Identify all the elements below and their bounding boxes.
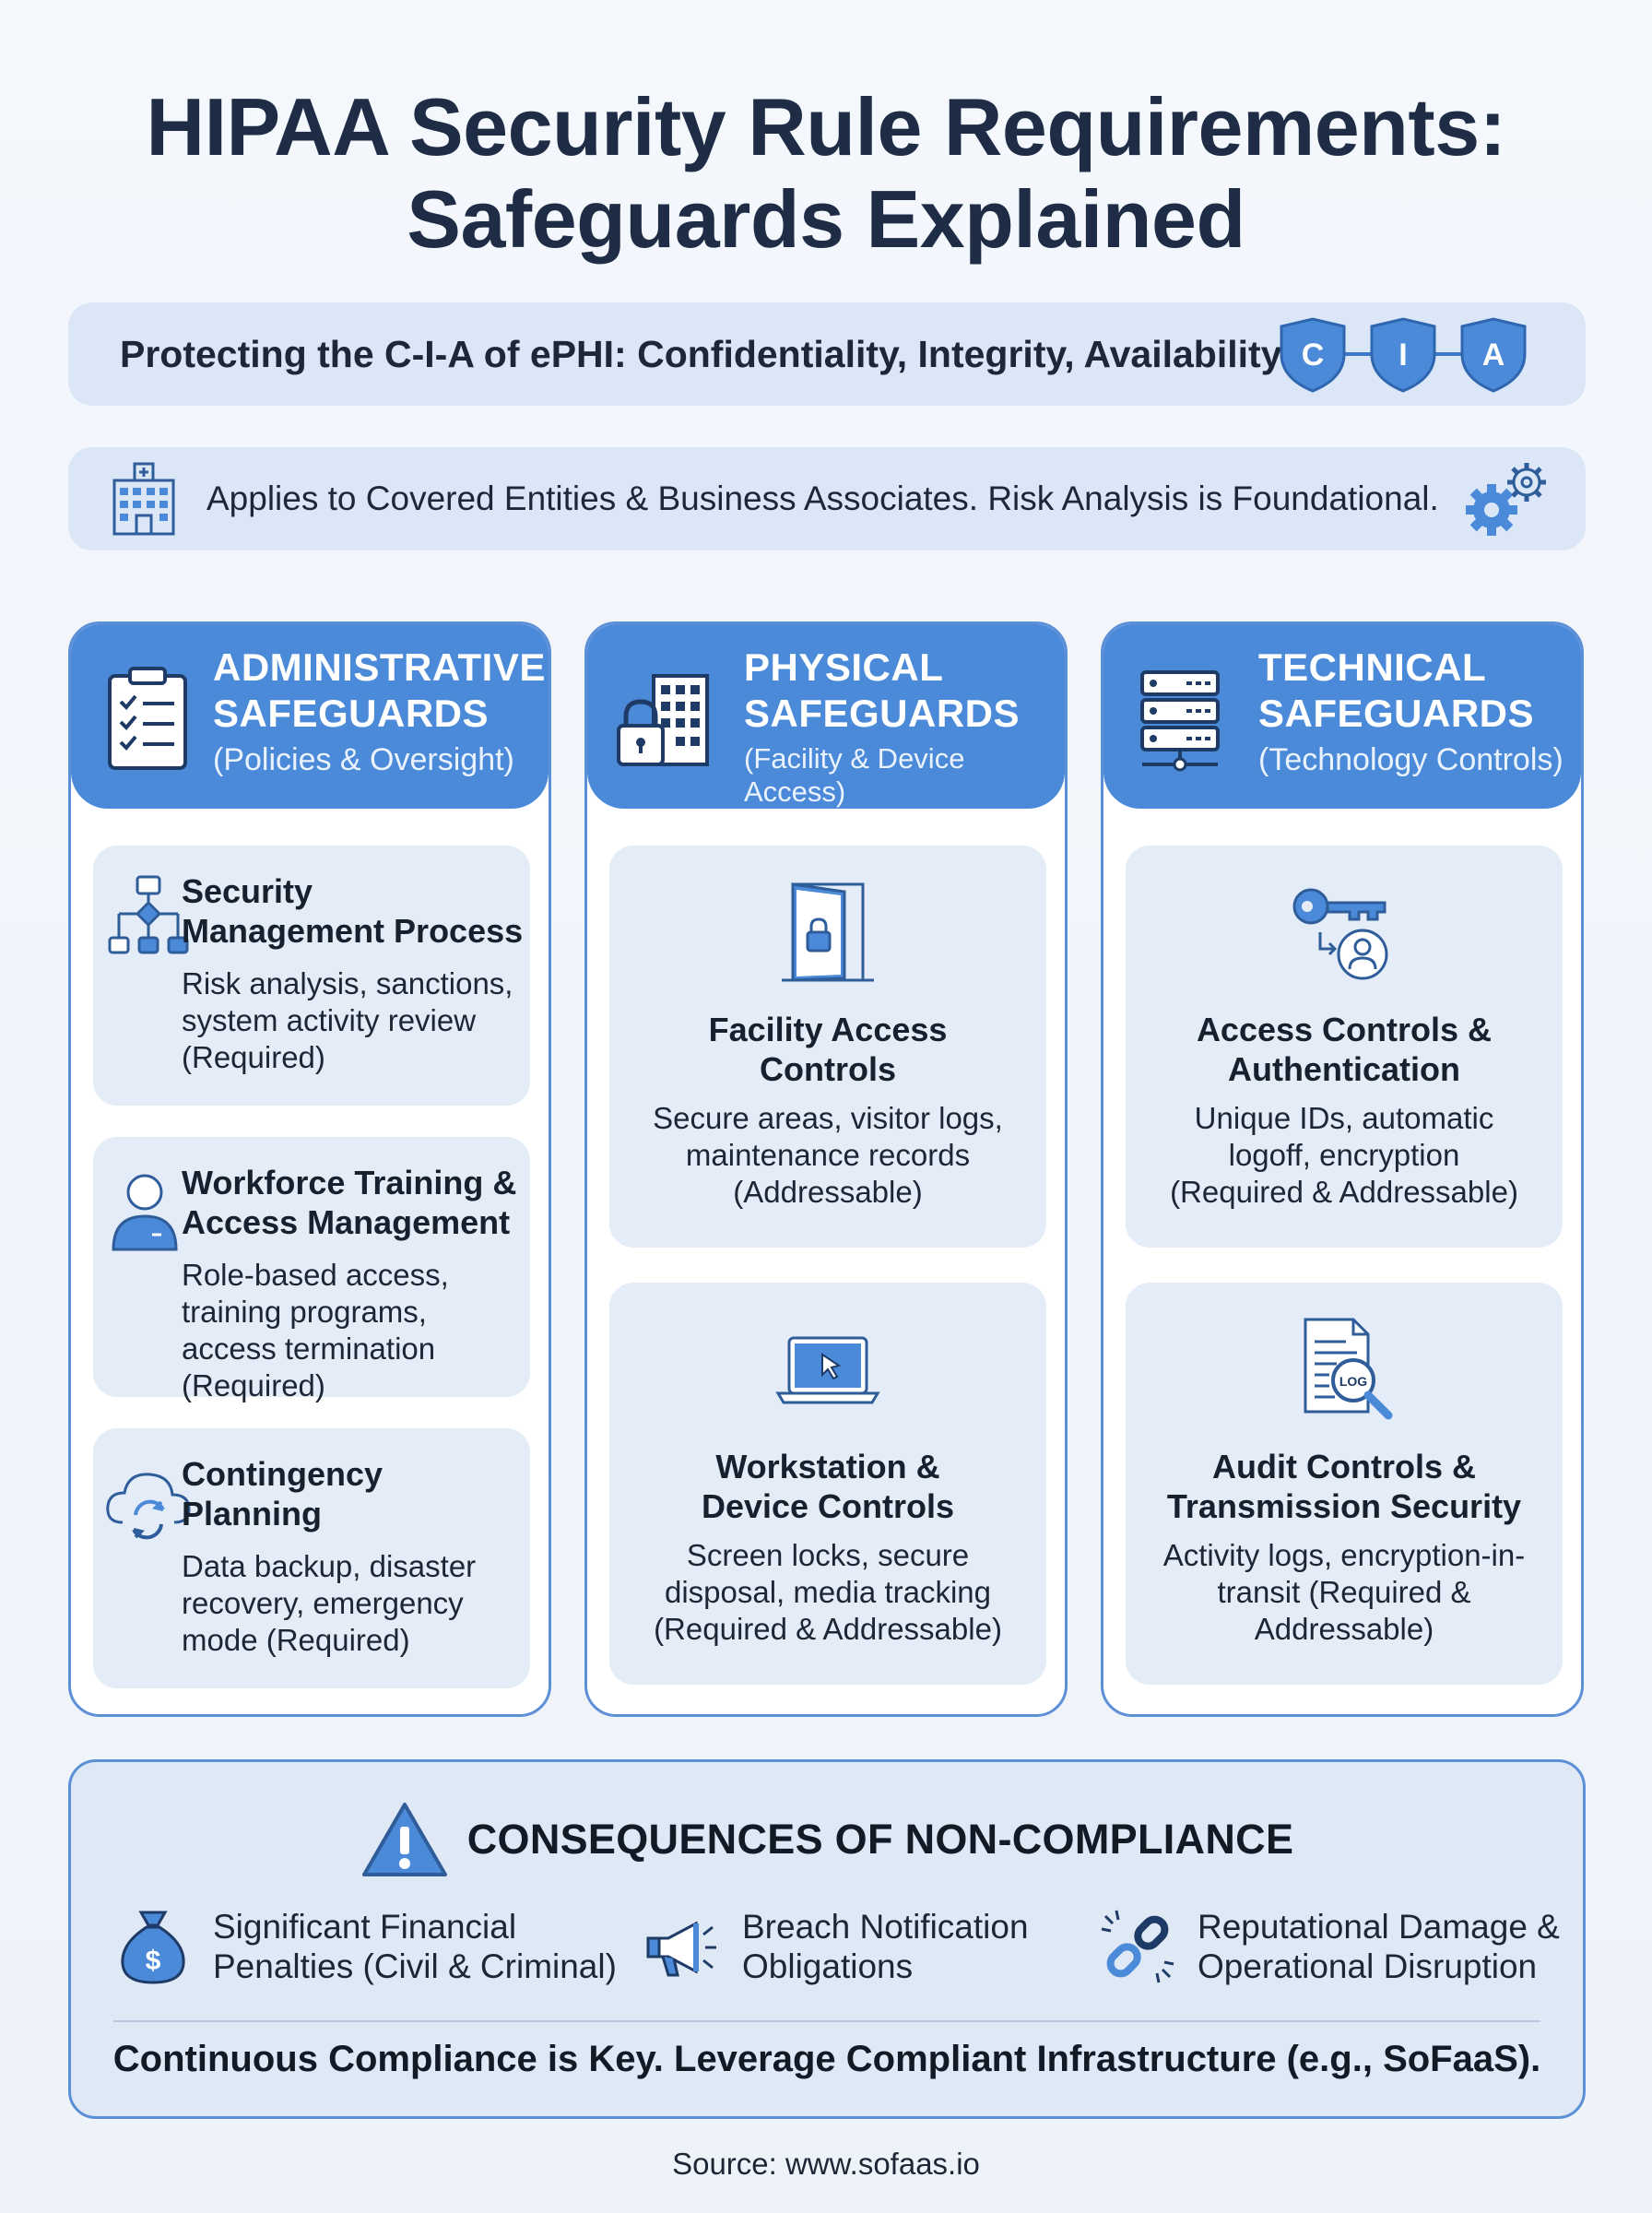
shield-c [1281, 319, 1344, 391]
title-line-2: Safeguards Explained [407, 173, 1245, 265]
audit-controls-title: Audit Controls & Transmission Security [1166, 1448, 1522, 1525]
breach-notification-line-1: Breach Notification [742, 1908, 1029, 1946]
physical-column [584, 621, 1068, 1717]
shield-i [1372, 319, 1434, 391]
facility-access-title: Facility Access Controls [708, 1011, 948, 1088]
cloud-sync-icon [102, 1456, 195, 1548]
locked-door-icon [773, 879, 883, 986]
breach-notification-item [643, 1900, 1029, 1993]
reputational-damage-line-2: Operational Disruption [1198, 1947, 1538, 1985]
administrative-title [213, 645, 546, 737]
contingency-planning-card [93, 1428, 530, 1688]
svg-text:LOG: LOG [1339, 1374, 1368, 1389]
scope-banner-text: Applies to Covered Entities & Business Associates. Risk Analysis is Foundational. [206, 479, 1439, 517]
shield-a-label: A [1481, 337, 1505, 373]
access-controls-title: Access Controls & Authentication [1196, 1011, 1493, 1088]
workforce-training-desc: Role-based access, training programs, access termination (Required) [182, 1258, 449, 1402]
administrative-title-line-2: SAFEGUARDS [213, 692, 490, 735]
financial-penalties-text [213, 1907, 617, 1986]
reputational-damage-item [1098, 1900, 1560, 1993]
access-controls-desc: Unique IDs, automatic logoff, encryption (Required & Addressable) [1170, 1101, 1518, 1209]
consequences-title: CONSEQUENCES OF NON-COMPLIANCE [466, 1816, 1294, 1863]
money-bag-icon [113, 1907, 193, 1986]
administrative-column [68, 621, 551, 1717]
consequences-panel [68, 1759, 1586, 2119]
administrative-title-line-1: ADMINISTRATIVE [213, 645, 546, 689]
technical-title-line-1: TECHNICAL [1258, 645, 1487, 689]
contingency-planning-desc: Data backup, disaster recovery, emergency mode (Required) [182, 1549, 477, 1657]
consequences-divider [113, 2020, 1540, 2022]
physical-title-line-2: SAFEGUARDS [744, 692, 1021, 735]
access-controls-card [1126, 846, 1563, 1248]
physical-subtitle: (Facility & Device Access) [744, 742, 965, 808]
hospital-icon [107, 462, 181, 536]
svg-text:$: $ [145, 1946, 161, 1976]
workstation-device-title: Workstation & Device Controls [701, 1448, 955, 1525]
clipboard-checklist-icon [97, 663, 198, 774]
shield-c-label: C [1301, 337, 1325, 373]
technical-title [1258, 645, 1534, 737]
gears-icon [1460, 460, 1549, 539]
contingency-planning-title: Contingency Planning [182, 1455, 384, 1533]
megaphone-icon [643, 1907, 722, 1986]
shield-icon [1272, 317, 1534, 393]
facility-access-desc: Secure areas, visitor logs, maintenance records (Addressable) [653, 1101, 1003, 1209]
facility-access-card [609, 846, 1046, 1248]
workforce-training-title: Workforce Training & Access Management [182, 1164, 517, 1241]
administrative-subtitle: (Policies & Oversight) [213, 742, 514, 777]
source-credit: Source: www.sofaas.io [672, 2147, 980, 2181]
consequences-header [71, 1801, 1583, 1878]
audit-controls-card [1126, 1283, 1563, 1685]
reputational-damage-line-1: Reputational Damage & [1198, 1908, 1560, 1946]
workforce-training-card [93, 1137, 530, 1402]
cia-banner-text: Protecting the C-I-A of ePHI: Confidentiality, Integrity, Availability [120, 332, 1282, 375]
workstation-device-card [609, 1283, 1046, 1685]
reputational-damage-text [1198, 1907, 1560, 1986]
flowchart-icon [102, 873, 195, 965]
administrative-header [71, 624, 549, 809]
cia-banner [68, 302, 1586, 406]
security-management-card [93, 846, 530, 1106]
page-title [0, 81, 1652, 266]
laptop-icon [773, 1316, 883, 1423]
technical-header [1103, 624, 1581, 809]
physical-title-line-1: PHYSICAL [744, 645, 944, 689]
technical-column [1101, 621, 1584, 1717]
warning-icon [360, 1801, 449, 1878]
technical-title-line-2: SAFEGUARDS [1258, 692, 1535, 735]
security-management-desc: Risk analysis, sanctions, system activity review (Required) [182, 966, 513, 1074]
breach-notification-line-2: Obligations [742, 1947, 914, 1985]
shield-i-label: I [1398, 337, 1408, 373]
shield-a [1462, 319, 1525, 391]
workstation-device-desc: Screen locks, secure disposal, media tracking (Required & Addressable) [654, 1538, 1002, 1646]
security-management-title: Security Management Process [182, 872, 524, 950]
financial-penalties-line-1: Significant Financial [213, 1908, 517, 1946]
compliance-footer: Continuous Compliance is Key. Leverage Compliant Infrastructure (e.g., SoFaaS). [112, 2039, 1541, 2079]
title-line-1: HIPAA Security Rule Requirements: [146, 81, 1506, 172]
physical-header [587, 624, 1065, 809]
financial-penalties-item [113, 1900, 617, 1993]
scope-banner [68, 447, 1586, 550]
breach-notification-text [742, 1907, 1029, 1986]
log-search-icon [1289, 1316, 1399, 1423]
server-icon [1129, 663, 1231, 774]
audit-controls-desc: Activity logs, encryption-in-transit (Required & Addressable) [1162, 1538, 1526, 1646]
financial-penalties-line-2: Penalties (Civil & Criminal) [213, 1947, 617, 1985]
broken-link-icon [1098, 1907, 1177, 1986]
building-lock-icon [613, 663, 714, 774]
technical-subtitle: (Technology Controls) [1258, 742, 1564, 777]
key-user-icon [1289, 879, 1399, 986]
user-icon [102, 1165, 195, 1257]
physical-title [744, 645, 1020, 737]
